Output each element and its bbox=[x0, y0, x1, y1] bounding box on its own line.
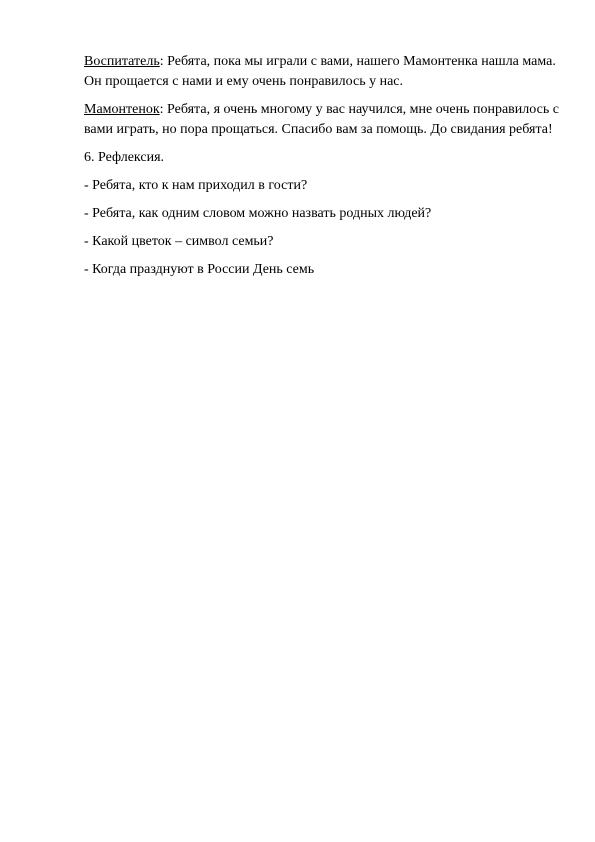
dialogue-paragraph-mammoth bbox=[84, 100, 564, 140]
speaker-name-mammoth: Мамонтенок bbox=[84, 102, 160, 117]
question-item: - Какой цветок – символ семьи? bbox=[84, 234, 274, 249]
question-item: - Когда празднуют в России День семь bbox=[84, 262, 315, 277]
question-item: - Ребята, как одним словом можно назвать родных людей? bbox=[84, 206, 432, 221]
question-item: - Ребята, кто к нам приходил в гости? bbox=[84, 178, 308, 193]
speaker-name-teacher: Воспитатель bbox=[84, 54, 160, 69]
dialogue-paragraph-teacher bbox=[84, 52, 564, 92]
document-body bbox=[84, 52, 564, 288]
dialogue-text-teacher: : Ребята, пока мы играли с вами, нашего Мамонтенка нашла мама. Он прощается с нами и ему очень понравилось у нас. bbox=[84, 54, 556, 89]
dialogue-text-mammoth: : Ребята, я очень многому у вас научился, мне очень понравилось с вами играть, но пора прощаться. Спасибо вам за помощь. До свидания ребята! bbox=[84, 102, 559, 137]
section-heading: 6. Рефлексия. bbox=[84, 150, 165, 165]
